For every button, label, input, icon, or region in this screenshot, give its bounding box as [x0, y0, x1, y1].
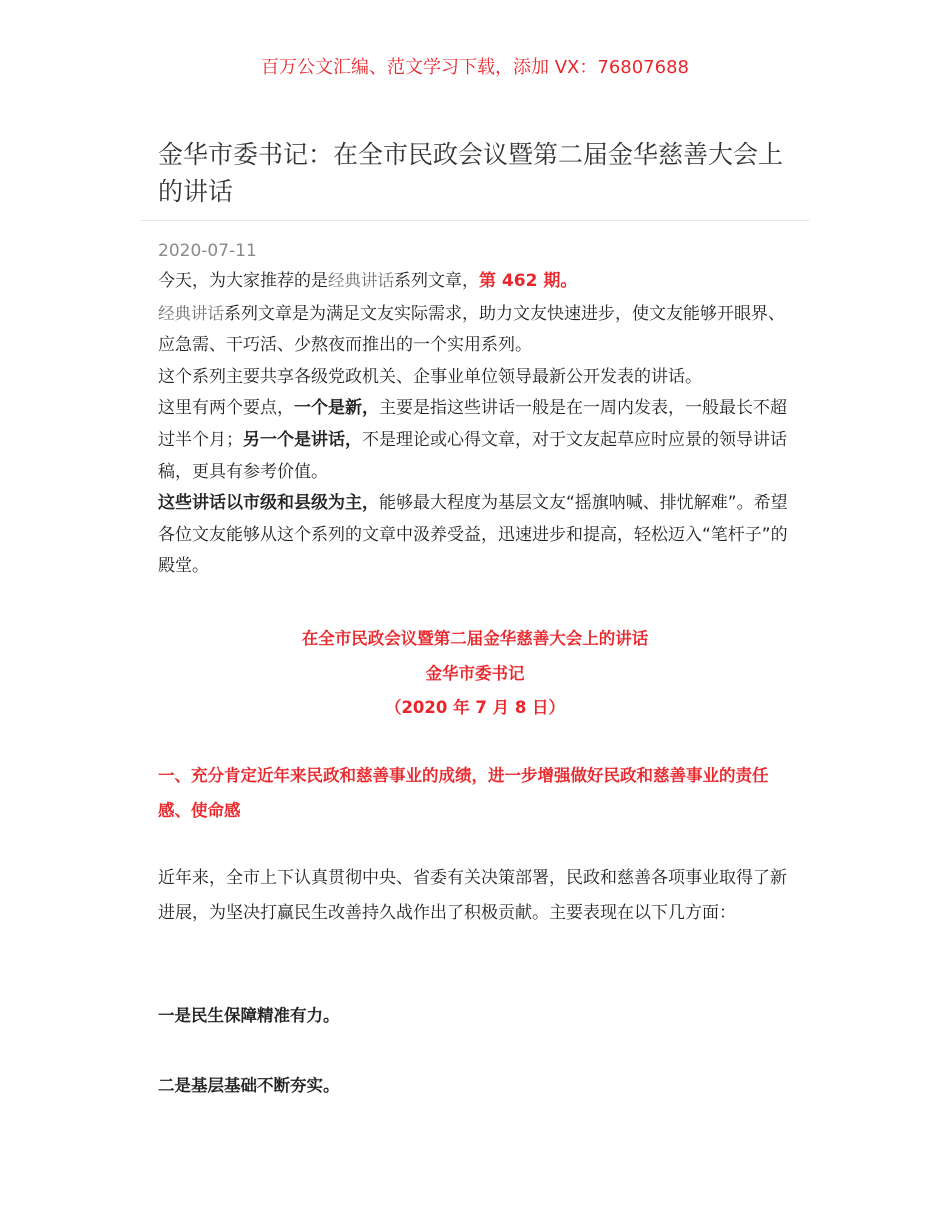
issue-number: 第 462 期。	[479, 271, 578, 291]
intro-paragraph-4	[158, 393, 794, 488]
intro-text: 这里有两个要点，	[158, 398, 294, 419]
key-point-level: 这些讲话以市级和县级为主，	[158, 493, 379, 514]
series-name: 经典讲话	[158, 303, 224, 323]
point-one: 一是民生保障精准有力。	[158, 1006, 340, 1025]
article-title: 金华市委书记：在全市民政会议暨第二届金华慈善大会上的讲话	[158, 140, 784, 206]
promo-banner: 百万公文汇编、范文学习下载，添加 VX：76807688	[261, 57, 689, 78]
key-point-new: 一个是新，	[294, 398, 379, 419]
intro-paragraph-5	[158, 488, 794, 583]
intro-text: 能够最大程度为基层文友“摇旗呐喊、排忧解难”。希望各位文友能够从这个系列的文章中汲养受益，迅速进步和提高，轻松迈入“笔杆子”的殿堂。	[158, 493, 788, 577]
intro-text: 系列文章，	[394, 271, 479, 291]
speech-header	[0, 622, 950, 726]
speech-date: （2020 年 7 月 8 日）	[384, 698, 566, 717]
section-heading: 一、充分肯定近年来民政和慈善事业的成绩，进一步增强做好民政和慈善事业的责任感、使命感	[158, 766, 769, 820]
intro-section	[158, 265, 794, 583]
article-date: 2020-07-11	[158, 241, 257, 261]
title-divider	[140, 220, 810, 221]
intro-text: 今天，为大家推荐的是	[158, 271, 328, 291]
intro-text: 主要是指这些讲话一般是在一周内发表，一般最长不超过半个月；	[158, 398, 787, 450]
intro-paragraph-3: 这个系列主要共享各级党政机关、企事业单位领导最新公开发表的讲话。	[158, 366, 702, 387]
point-two: 二是基层基础不断夯实。	[158, 1076, 340, 1095]
speech-title: 在全市民政会议暨第二届金华慈善大会上的讲话	[301, 629, 649, 648]
speech-speaker: 金华市委书记	[425, 663, 525, 683]
intro-paragraph-2	[158, 298, 794, 362]
intro-text: 不是理论或心得文章，对于文友起草应时应景的领导讲话稿，更具有参考价值。	[158, 429, 787, 482]
intro-text: 系列文章是为满足文友实际需求，助力文友快速进步，使文友能够开眼界、应急需、干巧活、少熬夜而推出的一个实用系列。	[158, 303, 785, 356]
key-point-speech: 另一个是讲话，	[243, 429, 362, 450]
intro-paragraph-1	[158, 265, 794, 298]
series-name: 经典讲话	[328, 271, 394, 290]
section-paragraph: 近年来，全市上下认真贯彻中央、省委有关决策部署，民政和慈善各项事业取得了新进展，为坚决打赢民生改善持久战作出了积极贡献。主要表现在以下几方面：	[158, 868, 787, 923]
